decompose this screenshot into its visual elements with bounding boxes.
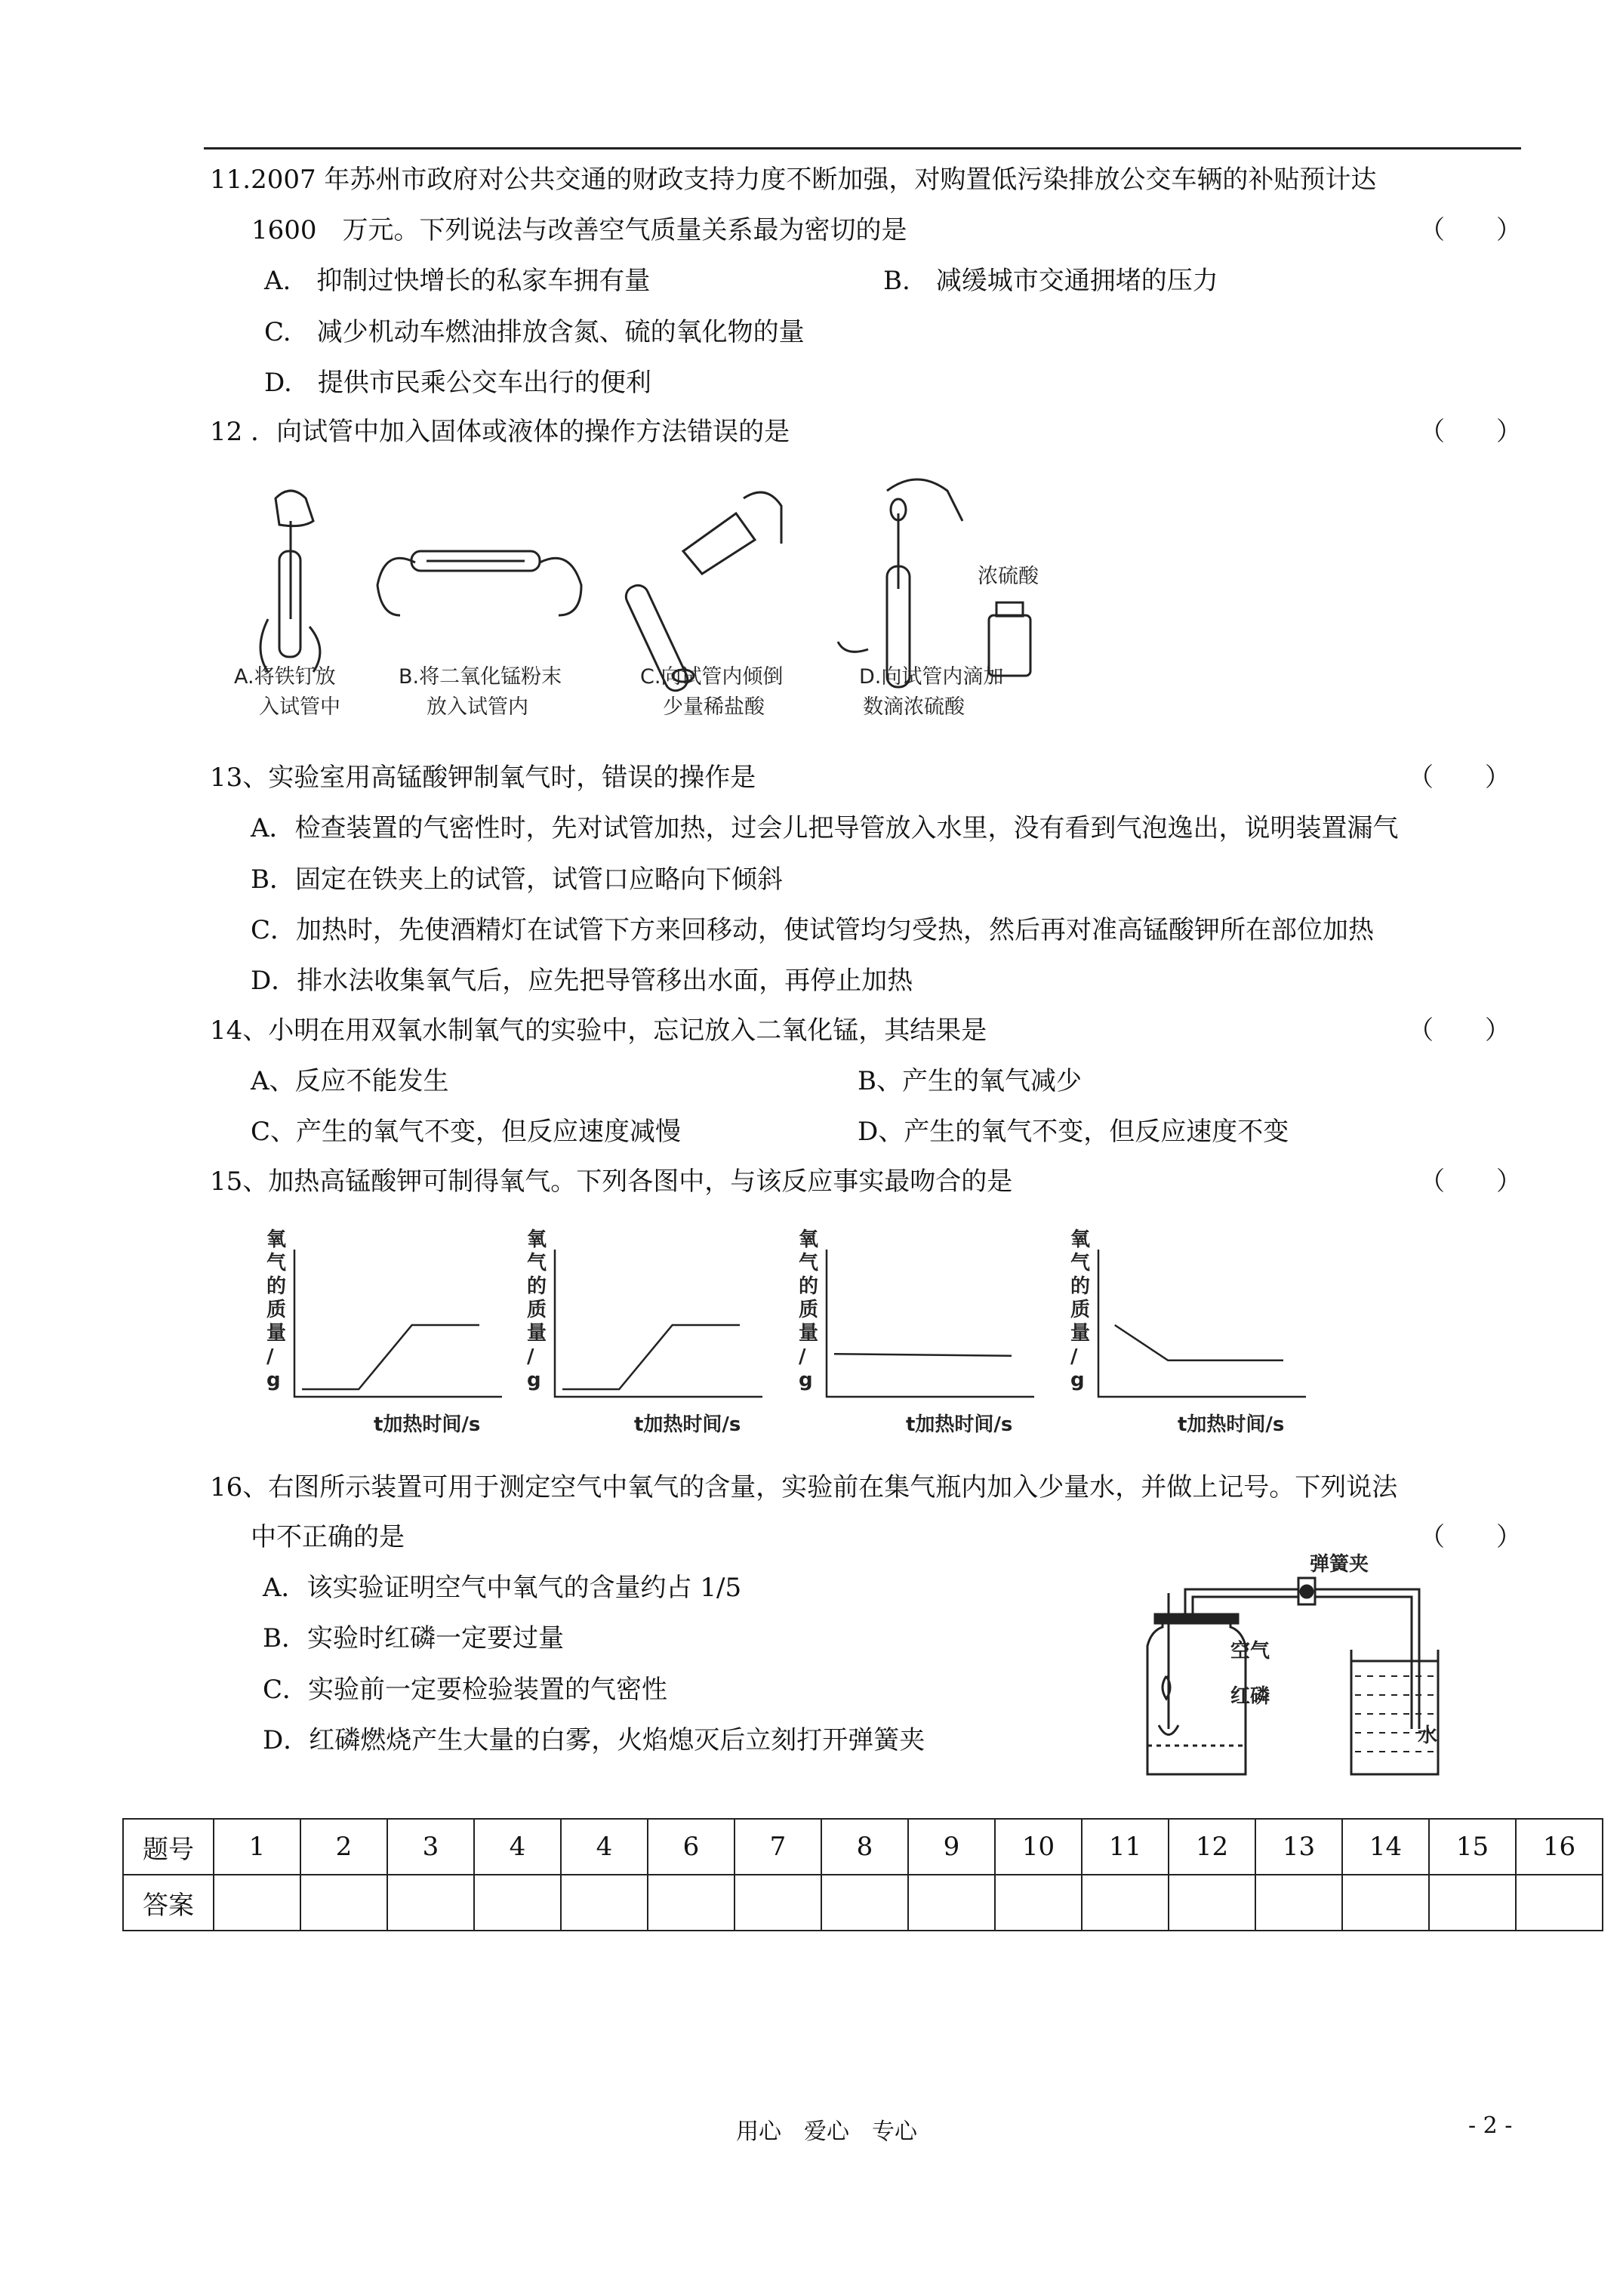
q11-option-d: D. 提供市民乘公交车出行的便利 (264, 368, 651, 398)
q12-caption-c-2: 少量稀盐酸 (663, 695, 765, 719)
answer-cell[interactable] (821, 1875, 908, 1931)
chart-4 (1070, 1228, 1306, 1436)
table-row-numbers (123, 1819, 1603, 1875)
answer-cell[interactable] (1169, 1875, 1255, 1931)
table-header-answer: 答案 (123, 1875, 214, 1931)
q11-option-b: B. 减缓城市交通拥堵的压力 (883, 266, 1218, 296)
chart-axes (555, 1250, 762, 1397)
chart-ylabel-char: 气 (799, 1252, 819, 1274)
table-cell-number: 15 (1429, 1819, 1516, 1875)
q15-stem: 15、加热高锰酸钾可制得氧气。下列各图中，与该反应事实最吻合的是 (210, 1166, 1013, 1197)
q12-caption-d-2: 数滴浓硫酸 (863, 695, 965, 719)
hand-a (276, 491, 313, 526)
chart-ylabel-char: / (1070, 1345, 1078, 1368)
label-spring-clip: 弹簧夹 (1310, 1553, 1369, 1576)
answer-cell[interactable] (561, 1875, 648, 1931)
q16-option-c: C．实验前一定要检验装置的气密性 (263, 1675, 668, 1705)
chart-ylabel-char: g (799, 1369, 813, 1391)
chart-axes (1098, 1250, 1306, 1397)
chart-series-line (562, 1325, 740, 1389)
chart-ylabel-char: 质 (527, 1299, 547, 1321)
table-cell-number: 7 (735, 1819, 821, 1875)
table-cell-number: 4 (561, 1819, 648, 1875)
q13-option-b: B．固定在铁夹上的试管，试管口应略向下倾斜 (251, 864, 783, 895)
answer-cell[interactable] (1429, 1875, 1516, 1931)
q12-caption-c-1: C.向试管内倾倒 (640, 665, 784, 689)
chart-axes (294, 1250, 502, 1397)
q12-test-tube-figures (223, 468, 1053, 729)
answer-cell[interactable] (214, 1875, 300, 1931)
chart-ylabel-char: 氧 (1070, 1228, 1091, 1251)
q11-stem: 11.2007 年苏州市政府对公共交通的财政支持力度不断加强，对购置低污染排放公交车辆的补贴预计达 (210, 165, 1377, 195)
q12-caption-b-1: B.将二氧化锰粉末 (399, 665, 562, 689)
chart-ylabel-char: 量 (1070, 1322, 1091, 1345)
q12-caption-a-2: 入试管中 (259, 695, 340, 719)
q14-option-c: C、产生的氧气不变，但反应速度减慢 (251, 1117, 682, 1147)
table-cell-number: 13 (1255, 1819, 1342, 1875)
hands-b (377, 558, 581, 615)
q16-option-b: B．实验时红磷一定要过量 (263, 1623, 564, 1653)
chart-ylabel-char: g (527, 1369, 541, 1391)
q14-option-b: B、产生的氧气减少 (858, 1066, 1082, 1096)
chart-series-line (1115, 1325, 1283, 1361)
chart-series-line (834, 1354, 1012, 1356)
table-cell-number: 9 (908, 1819, 995, 1875)
table-cell-number: 14 (1342, 1819, 1429, 1875)
q11-answer-paren: （ ） (1419, 215, 1522, 245)
table-cell-number: 11 (1082, 1819, 1169, 1875)
chart-ylabel-char: 氧 (527, 1228, 547, 1251)
label-water: 水 (1418, 1724, 1438, 1747)
q14-option-a: A、反应不能发生 (251, 1066, 449, 1096)
chart-ylabel-char: 气 (266, 1252, 287, 1274)
table-cell-number: 1 (214, 1819, 300, 1875)
chart-ylabel-char: 量 (266, 1322, 287, 1345)
q13-option-c: C．加热时，先使酒精灯在试管下方来回移动，使试管均匀受热，然后再对准高锰酸钾所在部位加热 (251, 915, 1375, 945)
table-cell-number: 8 (821, 1819, 908, 1875)
chart-ylabel-char: / (799, 1345, 806, 1368)
q16-option-d: D．红磷燃烧产生大量的白雾，火焰熄灭后立刻打开弹簧夹 (263, 1725, 925, 1755)
chart-ylabel-char: g (1070, 1369, 1085, 1391)
answer-cell[interactable] (648, 1875, 735, 1931)
q16-answer-paren: （ ） (1419, 1522, 1522, 1552)
q12-stem: 12 ．向试管中加入固体或液体的操作方法错误的是 (210, 417, 790, 447)
q13-stem: 13、实验室用高锰酸钾制氧气时，错误的操作是 (210, 763, 756, 793)
chart-ylabel-char: 量 (527, 1322, 547, 1345)
chart-xlabel: t加热时间/s (1178, 1413, 1285, 1436)
q16-stem: 16、右图所示装置可用于测定空气中氧气的含量，实验前在集气瓶内加入少量水，并做上记号。下列说法 (210, 1472, 1398, 1502)
answer-cell[interactable] (735, 1875, 821, 1931)
acid-bottle-label: 浓硫酸 (978, 565, 1039, 588)
chart-xlabel: t加热时间/s (634, 1413, 741, 1436)
chart-ylabel-char: 质 (799, 1299, 819, 1321)
q14-option-d: D、产生的氧气不变，但反应速度不变 (858, 1117, 1289, 1147)
table-cell-number: 16 (1516, 1819, 1603, 1875)
chart-ylabel-char: / (266, 1345, 274, 1368)
chart-ylabel-char: 质 (1070, 1299, 1091, 1321)
answer-cell[interactable] (1342, 1875, 1429, 1931)
table-cell-number: 10 (995, 1819, 1082, 1875)
chart-ylabel-char: 量 (799, 1322, 819, 1345)
q15-answer-paren: （ ） (1419, 1166, 1522, 1197)
q12-caption-b-2: 放入试管内 (427, 695, 528, 719)
chart-ylabel-char: 氧 (799, 1228, 819, 1251)
q12-caption-d-1: D.向试管内滴加 (859, 665, 1004, 689)
q12-answer-paren: （ ） (1419, 417, 1522, 447)
chart-3 (799, 1228, 1034, 1436)
table-cell-number: 6 (648, 1819, 735, 1875)
chart-axes (827, 1250, 1034, 1397)
answer-cell[interactable] (387, 1875, 474, 1931)
answer-cell[interactable] (1255, 1875, 1342, 1931)
beaker (1351, 1650, 1438, 1774)
answer-cell[interactable] (1516, 1875, 1603, 1931)
chart-ylabel-char: / (527, 1345, 534, 1368)
chart-ylabel-char: 的 (1070, 1275, 1091, 1298)
q14-answer-paren: （ ） (1408, 1015, 1511, 1046)
q14-stem: 14、小明在用双氧水制氧气的实验中，忘记放入二氧化锰，其结果是 (210, 1015, 987, 1046)
table-cell-number: 12 (1169, 1819, 1255, 1875)
q11-stem-cont: 1600 万元。下列说法与改善空气质量关系最为密切的是 (251, 215, 907, 245)
q12-caption-a-1: A.将铁钉放 (234, 665, 336, 689)
q11-option-a: A. 抑制过快增长的私家车拥有量 (264, 266, 651, 296)
q16-stem-cont: 中不正确的是 (251, 1522, 405, 1552)
chart-ylabel-char: g (266, 1369, 281, 1391)
table-cell-number: 2 (300, 1819, 387, 1875)
answer-cell[interactable] (995, 1875, 1082, 1931)
chart-ylabel-char: 气 (1070, 1252, 1091, 1274)
chart-ylabel-char: 气 (527, 1252, 547, 1274)
q13-option-a: A．检查装置的气密性时，先对试管加热，过会儿把导管放入水里，没有看到气泡逸出，说明装置漏气 (251, 813, 1399, 843)
table-cell-number: 4 (474, 1819, 561, 1875)
label-red-phosphorus: 红磷 (1230, 1685, 1270, 1708)
label-air: 空气 (1230, 1640, 1270, 1663)
header-rule (204, 147, 1521, 149)
chart-ylabel-char: 的 (266, 1275, 287, 1298)
q13-answer-paren: （ ） (1408, 763, 1511, 793)
chart-ylabel-char: 氧 (266, 1228, 287, 1251)
answer-cell[interactable] (908, 1875, 995, 1931)
chart-ylabel-char: 的 (527, 1275, 547, 1298)
chart-ylabel-char: 的 (799, 1275, 819, 1298)
q15-mass-time-charts (253, 1219, 1332, 1446)
page-number: - 2 - (1468, 2113, 1513, 2139)
connecting-tube (1185, 1589, 1419, 1729)
q11-option-c: C. 减少机动车燃油排放含氮、硫的氧化物的量 (264, 317, 805, 347)
table-header-number: 题号 (123, 1819, 214, 1875)
table-cell-number: 3 (387, 1819, 474, 1875)
q13-option-d: D．排水法收集氧气后，应先把导管移出水面，再停止加热 (251, 966, 913, 996)
answer-table (122, 1818, 1603, 1931)
chart-xlabel: t加热时间/s (374, 1413, 481, 1436)
chart-ylabel-char: 质 (266, 1299, 287, 1321)
table-row-answers (123, 1875, 1603, 1931)
chart-2 (527, 1228, 762, 1436)
footer-motto: 用心 爱心 专心 (736, 2119, 917, 2145)
answer-cell[interactable] (300, 1875, 387, 1931)
answer-cell[interactable] (1082, 1875, 1169, 1931)
bottle-c (683, 513, 755, 574)
q16-option-a: A．该实验证明空气中氧气的含量约占 1/5 (263, 1573, 742, 1603)
chart-series-line (302, 1325, 479, 1389)
chart-1 (266, 1228, 502, 1436)
chart-xlabel: t加热时间/s (906, 1413, 1013, 1436)
answer-cell[interactable] (474, 1875, 561, 1931)
q16-apparatus-figure (1125, 1553, 1442, 1789)
